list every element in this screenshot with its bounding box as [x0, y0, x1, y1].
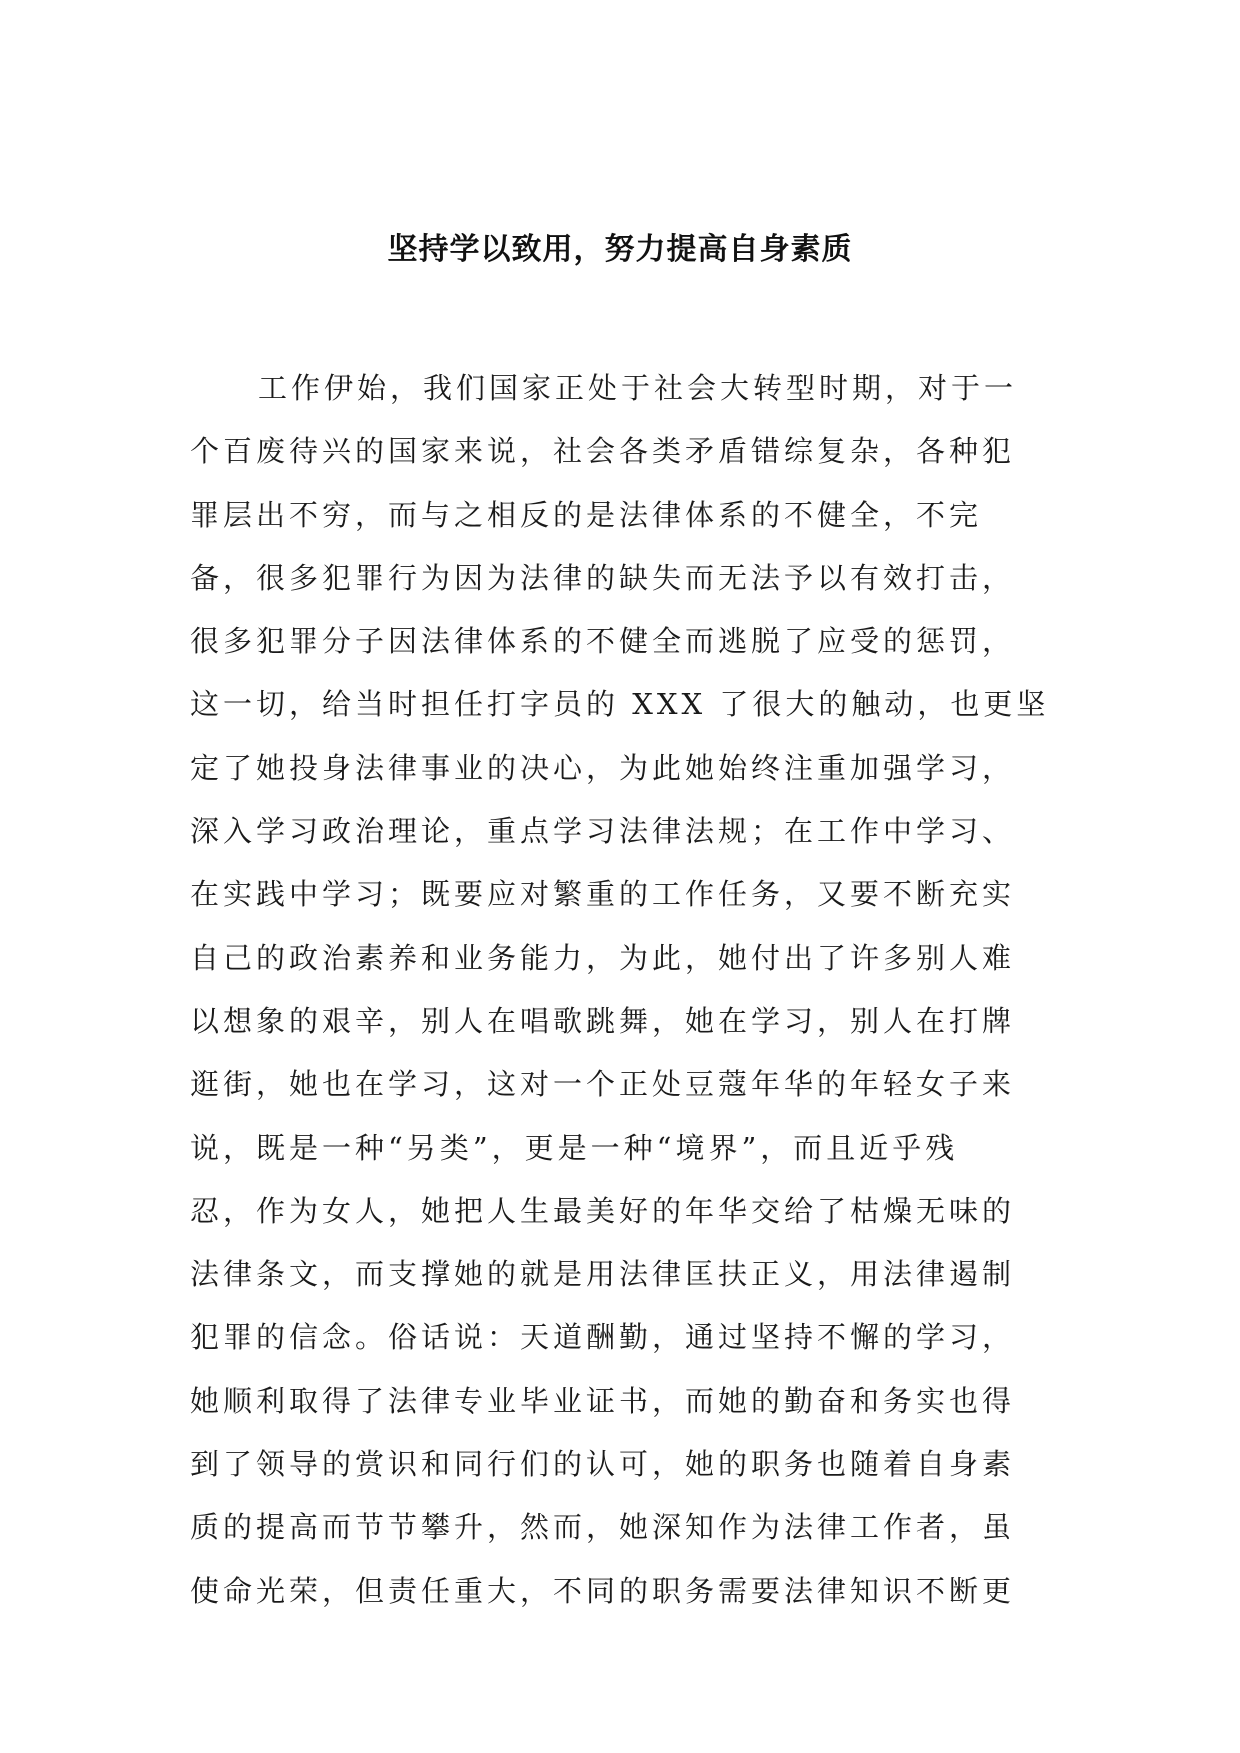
text-line: 质的提高而节节攀升，然而，她深知作为法律工作者，虽 — [190, 1510, 1016, 1545]
text-line: 工作伊始，我们国家正处于社会大转型时期，对于一 — [258, 371, 1018, 405]
text-line: 以想象的艰辛，别人在唱歌跳舞，她在学习，别人在打牌 — [190, 1003, 1016, 1038]
text-line: 这一切，给当时担任打字员的 XXX 了很大的触动，也更坚 — [190, 687, 1050, 722]
text-line: 到了领导的赏识和同行们的认可，她的职务也随着自身素 — [190, 1447, 1016, 1482]
text-line: 个百废待兴的国家来说，社会各类矛盾错综复杂，各种犯 — [190, 434, 1016, 469]
body-paragraph — [190, 357, 1050, 1623]
text-line: 使命光荣，但责任重大，不同的职务需要法律知识不断更 — [190, 1573, 1016, 1608]
text-line: 法律条文，而支撑她的就是用法律匡扶正义，用法律遏制 — [190, 1257, 1016, 1292]
document-title: 坚持学以致用，努力提高自身素质 — [387, 232, 853, 267]
text-line: 犯罪的信念。俗话说：天道酬勤，通过坚持不懈的学习， — [190, 1320, 1016, 1355]
text-line: 备，很多犯罪行为因为法律的缺失而无法予以有效打击， — [190, 560, 1016, 595]
text-line: 忍，作为女人，她把人生最美好的年华交给了枯燥无味的 — [190, 1193, 1016, 1228]
text-line: 逛街，她也在学习，这对一个正处豆蔻年华的年轻女子来 — [190, 1067, 1016, 1102]
text-line: 在实践中学习；既要应对繁重的工作任务，又要不断充实 — [190, 877, 1016, 912]
text-line: 说，既是一种“另类”，更是一种“境界”，而且近乎残 — [190, 1130, 959, 1165]
text-line: 罪层出不穷，而与之相反的是法律体系的不健全，不完 — [190, 497, 983, 532]
text-line: 定了她投身法律事业的决心，为此她始终注重加强学习， — [190, 750, 1016, 785]
text-line: 很多犯罪分子因法律体系的不健全而逃脱了应受的惩罚， — [190, 624, 1016, 659]
text-line: 她顺利取得了法律专业毕业证书，而她的勤奋和务实也得 — [190, 1383, 1016, 1418]
text-line: 自己的政治素养和业务能力，为此，她付出了许多别人难 — [190, 940, 1016, 975]
text-line: 深入学习政治理论，重点学习法律法规；在工作中学习、 — [190, 814, 1016, 849]
